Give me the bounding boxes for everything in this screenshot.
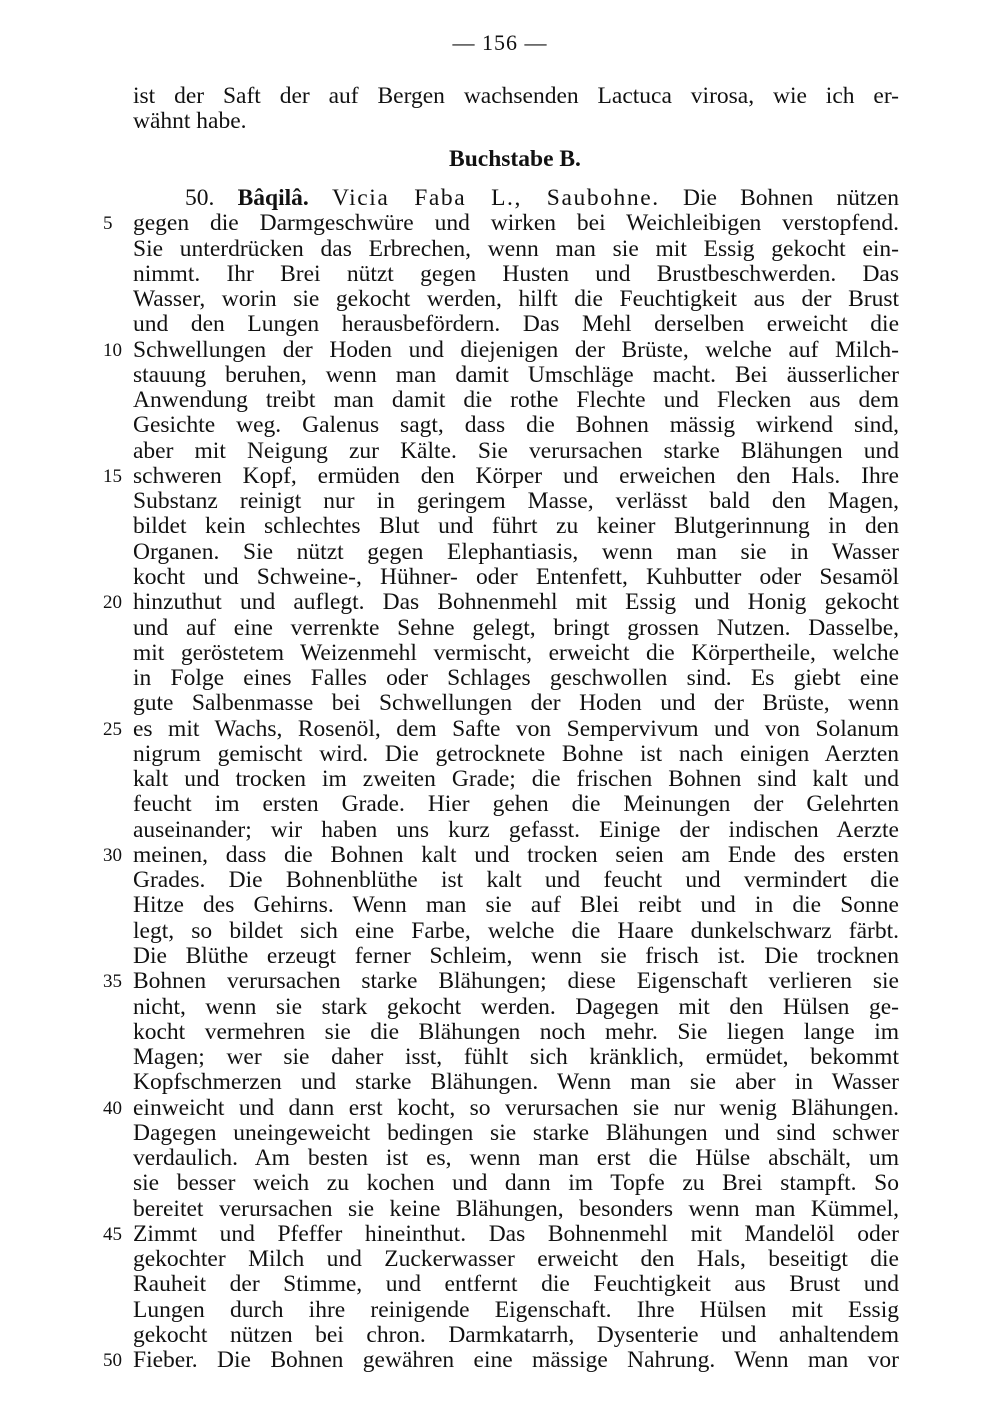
- line-text: Schwellungen der Hoden und diejenigen der Brüste, welche auf Milch-: [133, 336, 899, 363]
- line-text: legt, so bildet sich eine Farbe, welche die Haare dunkelschwarz färbt.: [133, 917, 899, 944]
- text-line: [103, 589, 899, 616]
- text-line: [133, 1121, 899, 1146]
- text-line: [103, 1094, 899, 1121]
- line-text: Hitze des Gehirns. Wenn man sie auf Blei reibt und in die Sonne: [133, 892, 899, 919]
- line-text: verdaulich. Am besten ist es, wenn man erst die Hülse abschält, um: [133, 1145, 899, 1172]
- text-line: [133, 565, 899, 590]
- line-text: bildet kein schlechtes Blut und führt zu keiner Blutgerinnung in den: [133, 513, 899, 540]
- line-text: Bohnen verursachen starke Blähungen; diese Eigenschaft verlieren sie: [133, 968, 899, 995]
- line-number: 20: [103, 592, 122, 614]
- line-text: Organen. Sie nützt gegen Elephantiasis, wenn man sie in Wasser: [133, 538, 899, 565]
- line-text: gekochter Milch und Zuckerwasser erweicht den Hals, beseitigt die: [133, 1246, 899, 1273]
- line-text: Kopfschmerzen und starke Blähungen. Wenn man sie aber in Wasser: [133, 1069, 899, 1096]
- text-line: [133, 363, 899, 388]
- text-line: [103, 336, 899, 363]
- line-text: und den Lungen herausbefördern. Das Mehl derselben erweicht die: [133, 311, 899, 338]
- text-line: [133, 616, 899, 641]
- line-text: auseinander; wir haben uns kurz gefasst. Einige der indischen Aerzte: [133, 816, 899, 843]
- text-line: [133, 1323, 899, 1348]
- line-text: Dagegen uneingeweicht bedingen sie starke Blähungen und sind schwer: [133, 1119, 899, 1146]
- text-line: [133, 691, 899, 716]
- line-text: nigrum gemischt wird. Die getrocknete Bohne ist nach einigen Aerzten: [133, 740, 899, 767]
- text-line: [133, 919, 899, 944]
- text-line: [133, 818, 899, 843]
- text-line: [133, 1070, 899, 1095]
- line-text: Zimmt und Pfeffer hineinthut. Das Bohnenmehl mit Mandelöl oder: [133, 1220, 899, 1247]
- text-line: [103, 841, 899, 868]
- line-number: 25: [103, 718, 122, 740]
- text-line: [133, 742, 899, 767]
- text-line: [133, 312, 899, 337]
- text-line: [133, 388, 899, 413]
- text-line: [133, 893, 899, 918]
- line-text: und auf eine verrenkte Sehne gelegt, bringt grossen Nutzen. Dasselbe,: [133, 614, 899, 641]
- entry-first-line: [133, 186, 899, 211]
- line-number: 10: [103, 339, 122, 361]
- text-line: [133, 540, 899, 565]
- line-text: nimmt. Ihr Brei nützt gegen Husten und Brustbeschwerden. Das: [133, 260, 899, 287]
- line-text: feucht im ersten Grade. Hier gehen die Meinungen der Gelehrten: [133, 791, 899, 818]
- line-text: Anwendung treibt man damit die rothe Flechte und Flecken aus dem: [133, 387, 899, 414]
- text-line: [133, 1272, 899, 1297]
- text-line: [133, 1197, 899, 1222]
- text-line: [133, 262, 899, 287]
- line-text: kocht vermehren sie die Blähungen noch mehr. Sie liegen lange im: [133, 1018, 899, 1045]
- line-text: gute Salbenmasse bei Schwellungen der Hoden und der Brüste, wenn: [133, 690, 899, 717]
- entry-body: [103, 185, 900, 1374]
- line-number: 40: [103, 1097, 122, 1119]
- line-text: Wasser, worin sie gekocht werden, hilft die Feuchtigkeit aus der Brust: [133, 286, 899, 313]
- line-text: Magen; wer sie daher isst, fühlt sich kränklich, ermüdet, bekommt: [133, 1044, 899, 1071]
- text-line: [133, 439, 899, 464]
- line-text: bereitet verursachen sie keine Blähungen, besonders wenn man Kümmel,: [133, 1195, 899, 1222]
- section-heading: Buchstabe B.: [449, 146, 581, 172]
- text-line: [103, 1220, 899, 1247]
- line-text: es mit Wachs, Rosenöl, dem Safte von Sempervivum und von Solanum: [133, 715, 899, 742]
- line-number: 35: [103, 971, 122, 993]
- text-line: [133, 792, 899, 817]
- line-text: sie besser weich zu kochen und dann im Topfe zu Brei stampft. So: [133, 1170, 899, 1197]
- line-text: einweicht und dann erst kocht, so verursachen sie nur wenig Blähungen.: [133, 1094, 899, 1121]
- line-number: 15: [103, 465, 122, 487]
- line-text: kocht und Schweine-, Hühner- oder Entenfett, Kuhbutter oder Sesamöl: [133, 563, 899, 590]
- text-line: [133, 944, 899, 969]
- text-line: [133, 1146, 899, 1171]
- entry-lines: [103, 210, 899, 1374]
- line-text: in Folge eines Falles oder Schlages geschwollen sind. Es giebt eine: [133, 665, 899, 692]
- text-line: [133, 641, 899, 666]
- intro-line: wähnt habe.: [133, 108, 247, 135]
- text-line: [103, 715, 899, 742]
- line-text: mit geröstetem Weizenmehl vermischt, erweicht die Körpertheile, welche: [133, 639, 899, 666]
- text-line: [133, 1171, 899, 1196]
- line-text: hinzuthut und auflegt. Das Bohnenmehl mit Essig und Honig gekocht: [133, 589, 899, 616]
- text-line: [133, 237, 899, 262]
- line-text: kalt und trocken im zweiten Grade; die frischen Bohnen sind kalt und: [133, 766, 899, 793]
- line-number: 50: [103, 1350, 122, 1372]
- line-text: Sie unterdrücken das Erbrechen, wenn man sie mit Essig gekocht ein-: [133, 235, 899, 262]
- line-text: Lungen durch ihre reinigende Eigenschaft. Ihre Hülsen mit Essig: [133, 1296, 899, 1323]
- line-text: aber mit Neigung zur Kälte. Sie verursachen starke Blähungen und: [133, 437, 899, 464]
- text-line: [133, 1020, 899, 1045]
- text-line: [133, 1247, 899, 1272]
- line-number: 30: [103, 844, 122, 866]
- text-line: [103, 968, 899, 995]
- intro-line: ist der Saft der auf Bergen wachsenden Lactuca virosa, wie ich er-: [133, 83, 899, 109]
- line-text: gekocht nützen bei chron. Darmkatarrh, Dysenterie und anhaltendem: [133, 1321, 899, 1348]
- entry-species: Vicia Faba L., Saubohne.: [331, 185, 660, 211]
- entry-number: 50.: [185, 185, 215, 211]
- text-line: [133, 413, 899, 438]
- line-text: Gesichte weg. Galenus sagt, dass die Bohnen mässig wirkend sind,: [133, 412, 899, 439]
- line-number: 5: [103, 213, 113, 235]
- line-text: schweren Kopf, ermüden den Körper und erweichen den Hals. Ihre: [133, 462, 899, 489]
- text-line: [133, 1045, 899, 1070]
- line-text: Grades. Die Bohnenblüthe ist kalt und feucht und vermindert die: [133, 867, 899, 894]
- line-text: Substanz reinigt nur in geringem Masse, verlässt bald den Magen,: [133, 488, 899, 515]
- intro-paragraph: [133, 84, 899, 135]
- text-line: [133, 767, 899, 792]
- line-number: 45: [103, 1223, 122, 1245]
- line-text: Fieber. Die Bohnen gewähren eine mässige Nahrung. Wenn man vor: [133, 1347, 899, 1374]
- line-text: Rauheit der Stimme, und entfernt die Feuchtigkeit aus Brust und: [133, 1271, 899, 1298]
- text-line: [103, 462, 899, 489]
- text-line: [133, 666, 899, 691]
- line-text: Die Blüthe erzeugt ferner Schleim, wenn sie frisch ist. Die trocknen: [133, 942, 899, 969]
- text-line: [133, 995, 899, 1020]
- text-line: [133, 868, 899, 893]
- text-line: [103, 210, 899, 237]
- line-text: gegen die Darmgeschwüre und wirken bei Weichleibigen verstopfend.: [133, 210, 899, 237]
- text-line: [133, 489, 899, 514]
- text-line: [133, 1298, 899, 1323]
- text-line: [133, 514, 899, 539]
- text-line: [103, 1347, 899, 1374]
- entry-term: Bâqilâ.: [237, 185, 309, 211]
- entry-first-line-rest: Die Bohnen nützen: [682, 185, 900, 211]
- page-number: — 156 —: [452, 30, 548, 55]
- text-line: [133, 287, 899, 312]
- line-text: stauung beruhen, wenn man damit Umschläge macht. Bei äusserlicher: [133, 361, 899, 388]
- line-text: meinen, dass die Bohnen kalt und trocken seien am Ende des ersten: [133, 841, 899, 868]
- line-text: nicht, wenn sie stark gekocht werden. Dagegen mit den Hülsen ge-: [133, 993, 899, 1020]
